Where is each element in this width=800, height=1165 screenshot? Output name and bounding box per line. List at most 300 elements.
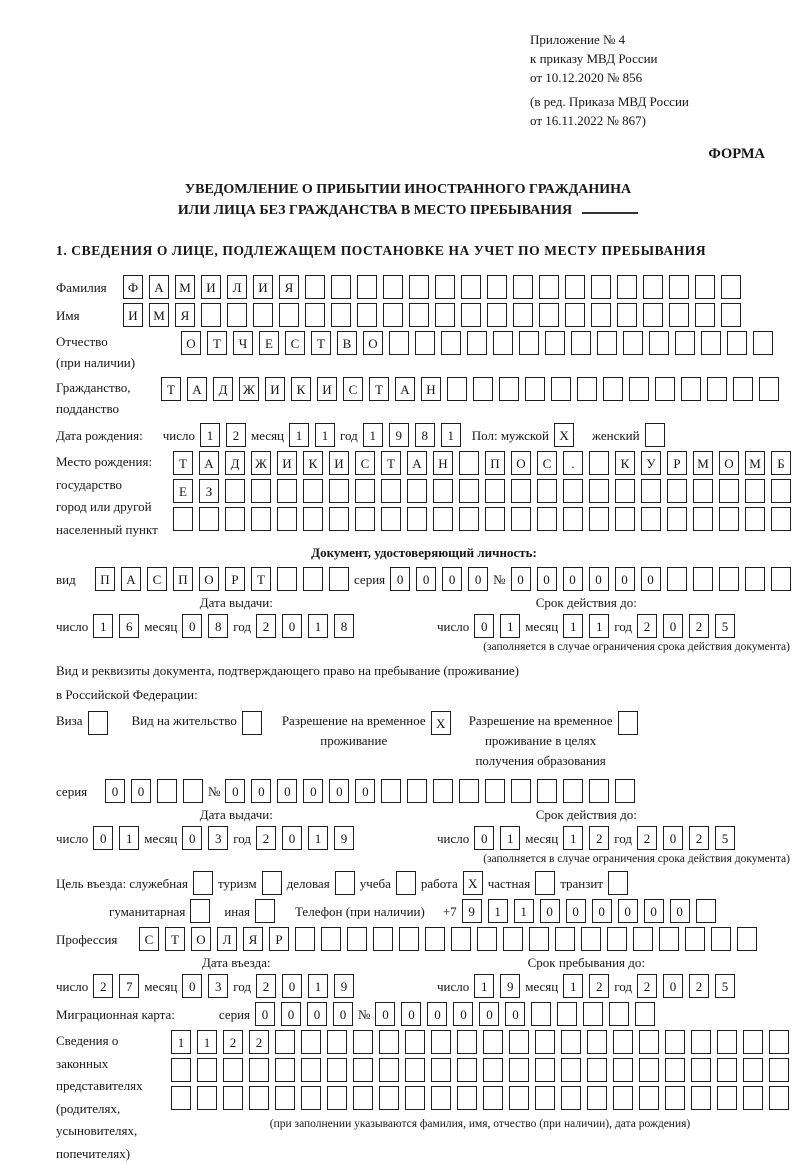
- representatives-line2-cell[interactable]: [639, 1058, 659, 1082]
- rvp-series-cell[interactable]: [157, 779, 177, 803]
- citizenship-cell[interactable]: А: [187, 377, 207, 401]
- surname-cell[interactable]: И: [253, 275, 273, 299]
- surname-cell[interactable]: Я: [279, 275, 299, 299]
- birth-place-line1-cell[interactable]: Б: [771, 451, 791, 475]
- patronymic-cell[interactable]: Е: [259, 331, 279, 355]
- entry-year-cell[interactable]: 0: [282, 974, 302, 998]
- representatives-line1-cell[interactable]: [457, 1030, 477, 1054]
- representatives-line2-cell[interactable]: [379, 1058, 399, 1082]
- citizenship-cell[interactable]: И: [265, 377, 285, 401]
- patronymic-cell[interactable]: [649, 331, 669, 355]
- rvp-issue-year-cell[interactable]: 0: [282, 826, 302, 850]
- patronymic-cell[interactable]: В: [337, 331, 357, 355]
- citizenship-cell[interactable]: К: [291, 377, 311, 401]
- representatives-line1-cell[interactable]: [743, 1030, 763, 1054]
- representatives-line1-cell[interactable]: [639, 1030, 659, 1054]
- representatives-line3-cell[interactable]: [535, 1086, 555, 1110]
- given-name-cell[interactable]: [721, 303, 741, 327]
- birth-place-line2-cell[interactable]: [771, 479, 791, 503]
- birth-place-line2-cell[interactable]: З: [199, 479, 219, 503]
- patronymic-cell[interactable]: О: [363, 331, 383, 355]
- phone-number-cell[interactable]: 1: [488, 899, 508, 923]
- representatives-line3-cell[interactable]: [249, 1086, 269, 1110]
- birth-place-line3-cell[interactable]: [615, 507, 635, 531]
- surname-cell[interactable]: [617, 275, 637, 299]
- birth-place-line1-cell[interactable]: С: [355, 451, 375, 475]
- birth-place-line3-cell[interactable]: [277, 507, 297, 531]
- profession-cell[interactable]: [633, 927, 653, 951]
- citizenship-cell[interactable]: Т: [161, 377, 181, 401]
- document-series-cell[interactable]: 0: [416, 567, 436, 591]
- surname-cell[interactable]: [409, 275, 429, 299]
- patronymic-cell[interactable]: [727, 331, 747, 355]
- representatives-line2-cell[interactable]: [717, 1058, 737, 1082]
- birth-place-line2-cell[interactable]: [719, 479, 739, 503]
- rvp-expiry-year-cell[interactable]: 0: [663, 826, 683, 850]
- birth-place-line3-cell[interactable]: [667, 507, 687, 531]
- document-number-cell[interactable]: [667, 567, 687, 591]
- representatives-line1-cell[interactable]: [483, 1030, 503, 1054]
- birth-month-cell[interactable]: 1: [289, 423, 309, 447]
- representatives-line2-cell[interactable]: [327, 1058, 347, 1082]
- surname-cell[interactable]: Ф: [123, 275, 143, 299]
- birth-place-line1-cell[interactable]: Ж: [251, 451, 271, 475]
- representatives-line2-cell[interactable]: [743, 1058, 763, 1082]
- rvp-issue-year-cell[interactable]: 2: [256, 826, 276, 850]
- birth-place-line2-cell[interactable]: [745, 479, 765, 503]
- rvp-number-cell[interactable]: 0: [355, 779, 375, 803]
- migration-card-number-cell[interactable]: [635, 1002, 655, 1026]
- given-name-cell[interactable]: И: [123, 303, 143, 327]
- rvp-number-cell[interactable]: [433, 779, 453, 803]
- citizenship-cell[interactable]: [551, 377, 571, 401]
- given-name-cell[interactable]: [617, 303, 637, 327]
- profession-cell[interactable]: [347, 927, 367, 951]
- birth-place-line1-cell[interactable]: .: [563, 451, 583, 475]
- birth-place-line3-cell[interactable]: [407, 507, 427, 531]
- rvp-number-cell[interactable]: [511, 779, 531, 803]
- temporary-residence-education-checkbox[interactable]: [618, 711, 638, 735]
- birth-place-line3-cell[interactable]: [563, 507, 583, 531]
- phone-number-cell[interactable]: 0: [644, 899, 664, 923]
- birth-place-line1-cell[interactable]: [459, 451, 479, 475]
- document-kind-cell[interactable]: Р: [225, 567, 245, 591]
- birth-place-line3-cell[interactable]: [173, 507, 193, 531]
- stay-until-month-cell[interactable]: 1: [563, 974, 583, 998]
- document-kind-cell[interactable]: П: [95, 567, 115, 591]
- birth-place-line3-cell[interactable]: [693, 507, 713, 531]
- birth-place-line2-cell[interactable]: [693, 479, 713, 503]
- entry-year-cell[interactable]: 1: [308, 974, 328, 998]
- representatives-line1-cell[interactable]: [613, 1030, 633, 1054]
- representatives-line3-cell[interactable]: [197, 1086, 217, 1110]
- surname-cell[interactable]: [305, 275, 325, 299]
- rvp-number-cell[interactable]: [615, 779, 635, 803]
- phone-number-cell[interactable]: 0: [670, 899, 690, 923]
- surname-cell[interactable]: [461, 275, 481, 299]
- birth-place-line1-cell[interactable]: А: [407, 451, 427, 475]
- entry-month-cell[interactable]: 0: [182, 974, 202, 998]
- birth-place-line1-cell[interactable]: А: [199, 451, 219, 475]
- stay-until-year-cell[interactable]: 0: [663, 974, 683, 998]
- birth-place-line3-cell[interactable]: [251, 507, 271, 531]
- given-name-cell[interactable]: [383, 303, 403, 327]
- birth-place-line1-cell[interactable]: Т: [381, 451, 401, 475]
- birth-place-line1-cell[interactable]: И: [277, 451, 297, 475]
- document-kind-cell[interactable]: [303, 567, 323, 591]
- migration-card-number-cell[interactable]: [531, 1002, 551, 1026]
- patronymic-cell[interactable]: [389, 331, 409, 355]
- rvp-number-cell[interactable]: 0: [251, 779, 271, 803]
- patronymic-cell[interactable]: [493, 331, 513, 355]
- representatives-line3-cell[interactable]: [483, 1086, 503, 1110]
- given-name-cell[interactable]: [227, 303, 247, 327]
- purpose-other-checkbox[interactable]: [255, 899, 275, 923]
- rvp-expiry-day-cell[interactable]: 0: [474, 826, 494, 850]
- migration-card-number-cell[interactable]: [609, 1002, 629, 1026]
- migration-card-series-cell[interactable]: 0: [281, 1002, 301, 1026]
- surname-cell[interactable]: [539, 275, 559, 299]
- doc-issue-month-cell[interactable]: 8: [208, 614, 228, 638]
- patronymic-cell[interactable]: О: [181, 331, 201, 355]
- given-name-cell[interactable]: [331, 303, 351, 327]
- rvp-number-cell[interactable]: 0: [277, 779, 297, 803]
- purpose-tourism-checkbox[interactable]: [262, 871, 282, 895]
- profession-cell[interactable]: С: [139, 927, 159, 951]
- phone-number-cell[interactable]: 1: [514, 899, 534, 923]
- representatives-line3-cell[interactable]: [457, 1086, 477, 1110]
- migration-card-number-cell[interactable]: [583, 1002, 603, 1026]
- surname-cell[interactable]: И: [201, 275, 221, 299]
- citizenship-cell[interactable]: Т: [369, 377, 389, 401]
- document-number-cell[interactable]: 0: [537, 567, 557, 591]
- entry-day-cell[interactable]: 7: [119, 974, 139, 998]
- document-number-cell[interactable]: [693, 567, 713, 591]
- citizenship-cell[interactable]: [707, 377, 727, 401]
- rvp-issue-month-cell[interactable]: 3: [208, 826, 228, 850]
- representatives-line2-cell[interactable]: [431, 1058, 451, 1082]
- birth-place-line2-cell[interactable]: [615, 479, 635, 503]
- surname-cell[interactable]: [331, 275, 351, 299]
- purpose-official-checkbox[interactable]: [193, 871, 213, 895]
- citizenship-cell[interactable]: [629, 377, 649, 401]
- patronymic-cell[interactable]: Т: [207, 331, 227, 355]
- doc-expiry-year-cell[interactable]: 5: [715, 614, 735, 638]
- surname-cell[interactable]: [695, 275, 715, 299]
- doc-issue-year-cell[interactable]: 2: [256, 614, 276, 638]
- birth-place-line3-cell[interactable]: [225, 507, 245, 531]
- profession-cell[interactable]: [451, 927, 471, 951]
- representatives-line3-cell[interactable]: [639, 1086, 659, 1110]
- stay-until-year-cell[interactable]: 2: [637, 974, 657, 998]
- birth-place-line1-cell[interactable]: У: [641, 451, 661, 475]
- representatives-line2-cell[interactable]: [769, 1058, 789, 1082]
- given-name-cell[interactable]: [513, 303, 533, 327]
- representatives-line1-cell[interactable]: 1: [171, 1030, 191, 1054]
- document-number-cell[interactable]: 0: [563, 567, 583, 591]
- patronymic-cell[interactable]: [597, 331, 617, 355]
- doc-issue-year-cell[interactable]: 0: [282, 614, 302, 638]
- representatives-line3-cell[interactable]: [223, 1086, 243, 1110]
- rvp-expiry-year-cell[interactable]: 2: [689, 826, 709, 850]
- representatives-line3-cell[interactable]: [717, 1086, 737, 1110]
- representatives-line1-cell[interactable]: [665, 1030, 685, 1054]
- citizenship-cell[interactable]: [603, 377, 623, 401]
- representatives-line1-cell[interactable]: [327, 1030, 347, 1054]
- surname-cell[interactable]: М: [175, 275, 195, 299]
- birth-place-line3-cell[interactable]: [589, 507, 609, 531]
- document-number-cell[interactable]: 0: [589, 567, 609, 591]
- phone-number-cell[interactable]: 0: [592, 899, 612, 923]
- profession-cell[interactable]: [659, 927, 679, 951]
- representatives-line1-cell[interactable]: [769, 1030, 789, 1054]
- representatives-line3-cell[interactable]: [561, 1086, 581, 1110]
- given-name-cell[interactable]: [695, 303, 715, 327]
- birth-place-line3-cell[interactable]: [381, 507, 401, 531]
- representatives-line3-cell[interactable]: [431, 1086, 451, 1110]
- representatives-line2-cell[interactable]: [613, 1058, 633, 1082]
- birth-place-line2-cell[interactable]: [381, 479, 401, 503]
- patronymic-cell[interactable]: [623, 331, 643, 355]
- rvp-number-cell[interactable]: [485, 779, 505, 803]
- surname-cell[interactable]: [357, 275, 377, 299]
- birth-place-line2-cell[interactable]: [225, 479, 245, 503]
- rvp-issue-month-cell[interactable]: 0: [182, 826, 202, 850]
- profession-cell[interactable]: [711, 927, 731, 951]
- rvp-issue-day-cell[interactable]: 1: [119, 826, 139, 850]
- given-name-cell[interactable]: [357, 303, 377, 327]
- citizenship-cell[interactable]: [759, 377, 779, 401]
- document-number-cell[interactable]: [771, 567, 791, 591]
- representatives-line3-cell[interactable]: [769, 1086, 789, 1110]
- representatives-line2-cell[interactable]: [223, 1058, 243, 1082]
- given-name-cell[interactable]: Я: [175, 303, 195, 327]
- migration-card-number-cell[interactable]: 0: [401, 1002, 421, 1026]
- patronymic-cell[interactable]: [701, 331, 721, 355]
- birth-place-line2-cell[interactable]: [511, 479, 531, 503]
- document-series-cell[interactable]: 0: [468, 567, 488, 591]
- surname-cell[interactable]: [383, 275, 403, 299]
- representatives-line3-cell[interactable]: [171, 1086, 191, 1110]
- doc-issue-month-cell[interactable]: 0: [182, 614, 202, 638]
- profession-cell[interactable]: Р: [269, 927, 289, 951]
- representatives-line1-cell[interactable]: [691, 1030, 711, 1054]
- rvp-issue-day-cell[interactable]: 0: [93, 826, 113, 850]
- given-name-cell[interactable]: [435, 303, 455, 327]
- doc-issue-year-cell[interactable]: 8: [334, 614, 354, 638]
- given-name-cell[interactable]: [305, 303, 325, 327]
- surname-cell[interactable]: А: [149, 275, 169, 299]
- representatives-line3-cell[interactable]: [353, 1086, 373, 1110]
- birth-month-cell[interactable]: 1: [315, 423, 335, 447]
- birth-place-line2-cell[interactable]: [407, 479, 427, 503]
- representatives-line1-cell[interactable]: [301, 1030, 321, 1054]
- profession-cell[interactable]: [529, 927, 549, 951]
- birth-place-line2-cell[interactable]: [563, 479, 583, 503]
- rvp-number-cell[interactable]: 0: [303, 779, 323, 803]
- rvp-number-cell[interactable]: [407, 779, 427, 803]
- representatives-line2-cell[interactable]: [171, 1058, 191, 1082]
- doc-expiry-month-cell[interactable]: 1: [589, 614, 609, 638]
- document-number-cell[interactable]: [745, 567, 765, 591]
- stay-until-day-cell[interactable]: 9: [500, 974, 520, 998]
- document-kind-cell[interactable]: О: [199, 567, 219, 591]
- profession-cell[interactable]: Л: [217, 927, 237, 951]
- doc-expiry-year-cell[interactable]: 0: [663, 614, 683, 638]
- surname-cell[interactable]: [513, 275, 533, 299]
- representatives-line2-cell[interactable]: [301, 1058, 321, 1082]
- purpose-humanitarian-checkbox[interactable]: [190, 899, 210, 923]
- rvp-expiry-month-cell[interactable]: 1: [563, 826, 583, 850]
- patronymic-cell[interactable]: [441, 331, 461, 355]
- profession-cell[interactable]: [399, 927, 419, 951]
- migration-card-number-cell[interactable]: 0: [479, 1002, 499, 1026]
- migration-card-series-cell[interactable]: 0: [307, 1002, 327, 1026]
- purpose-study-checkbox[interactable]: [396, 871, 416, 895]
- patronymic-cell[interactable]: Ч: [233, 331, 253, 355]
- purpose-private-checkbox[interactable]: [535, 871, 555, 895]
- phone-number-cell[interactable]: 0: [540, 899, 560, 923]
- rvp-series-cell[interactable]: 0: [131, 779, 151, 803]
- visa-checkbox[interactable]: [88, 711, 108, 735]
- citizenship-cell[interactable]: [525, 377, 545, 401]
- given-name-cell[interactable]: [487, 303, 507, 327]
- purpose-transit-checkbox[interactable]: [608, 871, 628, 895]
- birth-place-line2-cell[interactable]: [459, 479, 479, 503]
- citizenship-cell[interactable]: [499, 377, 519, 401]
- representatives-line2-cell[interactable]: [483, 1058, 503, 1082]
- rvp-expiry-year-cell[interactable]: 5: [715, 826, 735, 850]
- birth-place-line1-cell[interactable]: О: [719, 451, 739, 475]
- representatives-line3-cell[interactable]: [405, 1086, 425, 1110]
- surname-cell[interactable]: [643, 275, 663, 299]
- birth-place-line3-cell[interactable]: [329, 507, 349, 531]
- rvp-number-cell[interactable]: [459, 779, 479, 803]
- representatives-line1-cell[interactable]: 1: [197, 1030, 217, 1054]
- representatives-line2-cell[interactable]: [665, 1058, 685, 1082]
- doc-expiry-year-cell[interactable]: 2: [689, 614, 709, 638]
- representatives-line3-cell[interactable]: [691, 1086, 711, 1110]
- birth-place-line3-cell[interactable]: [485, 507, 505, 531]
- citizenship-cell[interactable]: Ж: [239, 377, 259, 401]
- given-name-cell[interactable]: [461, 303, 481, 327]
- representatives-line1-cell[interactable]: [509, 1030, 529, 1054]
- migration-card-number-cell[interactable]: 0: [505, 1002, 525, 1026]
- document-number-cell[interactable]: 0: [511, 567, 531, 591]
- birth-place-line1-cell[interactable]: Р: [667, 451, 687, 475]
- profession-cell[interactable]: [685, 927, 705, 951]
- phone-number-cell[interactable]: 0: [618, 899, 638, 923]
- representatives-line1-cell[interactable]: [431, 1030, 451, 1054]
- representatives-line3-cell[interactable]: [665, 1086, 685, 1110]
- birth-place-line2-cell[interactable]: [433, 479, 453, 503]
- birth-place-line2-cell[interactable]: [537, 479, 557, 503]
- representatives-line3-cell[interactable]: [613, 1086, 633, 1110]
- representatives-line2-cell[interactable]: [197, 1058, 217, 1082]
- rvp-number-cell[interactable]: [537, 779, 557, 803]
- profession-cell[interactable]: [477, 927, 497, 951]
- rvp-expiry-day-cell[interactable]: 1: [500, 826, 520, 850]
- representatives-line3-cell[interactable]: [743, 1086, 763, 1110]
- representatives-line2-cell[interactable]: [275, 1058, 295, 1082]
- surname-cell[interactable]: [591, 275, 611, 299]
- migration-card-series-cell[interactable]: 0: [255, 1002, 275, 1026]
- doc-issue-year-cell[interactable]: 1: [308, 614, 328, 638]
- birth-place-line3-cell[interactable]: [433, 507, 453, 531]
- document-kind-cell[interactable]: П: [173, 567, 193, 591]
- entry-year-cell[interactable]: 9: [334, 974, 354, 998]
- document-series-cell[interactable]: 0: [442, 567, 462, 591]
- birth-place-line2-cell[interactable]: [641, 479, 661, 503]
- entry-day-cell[interactable]: 2: [93, 974, 113, 998]
- phone-number-cell[interactable]: 0: [566, 899, 586, 923]
- profession-cell[interactable]: [581, 927, 601, 951]
- document-number-cell[interactable]: [719, 567, 739, 591]
- citizenship-cell[interactable]: [733, 377, 753, 401]
- representatives-line3-cell[interactable]: [379, 1086, 399, 1110]
- citizenship-cell[interactable]: [681, 377, 701, 401]
- profession-cell[interactable]: [607, 927, 627, 951]
- citizenship-cell[interactable]: [655, 377, 675, 401]
- representatives-line1-cell[interactable]: [275, 1030, 295, 1054]
- birth-place-line1-cell[interactable]: Н: [433, 451, 453, 475]
- doc-issue-day-cell[interactable]: 6: [119, 614, 139, 638]
- birth-place-line1-cell[interactable]: К: [303, 451, 323, 475]
- birth-place-line2-cell[interactable]: [303, 479, 323, 503]
- birth-place-line3-cell[interactable]: [303, 507, 323, 531]
- representatives-line2-cell[interactable]: [457, 1058, 477, 1082]
- doc-expiry-month-cell[interactable]: 1: [563, 614, 583, 638]
- birth-day-cell[interactable]: 2: [226, 423, 246, 447]
- birth-place-line1-cell[interactable]: О: [511, 451, 531, 475]
- profession-cell[interactable]: [321, 927, 341, 951]
- profession-cell[interactable]: [425, 927, 445, 951]
- birth-place-line3-cell[interactable]: [511, 507, 531, 531]
- phone-number-cell[interactable]: [696, 899, 716, 923]
- given-name-cell[interactable]: М: [149, 303, 169, 327]
- birth-year-cell[interactable]: 1: [441, 423, 461, 447]
- representatives-line1-cell[interactable]: [353, 1030, 373, 1054]
- birth-year-cell[interactable]: 1: [363, 423, 383, 447]
- surname-cell[interactable]: [669, 275, 689, 299]
- profession-cell[interactable]: [737, 927, 757, 951]
- birth-place-line2-cell[interactable]: [355, 479, 375, 503]
- patronymic-cell[interactable]: [571, 331, 591, 355]
- rvp-series-cell[interactable]: [183, 779, 203, 803]
- birth-place-line1-cell[interactable]: С: [537, 451, 557, 475]
- entry-month-cell[interactable]: 3: [208, 974, 228, 998]
- birth-place-line3-cell[interactable]: [199, 507, 219, 531]
- birth-place-line1-cell[interactable]: М: [745, 451, 765, 475]
- document-kind-cell[interactable]: [277, 567, 297, 591]
- representatives-line3-cell[interactable]: [587, 1086, 607, 1110]
- migration-card-number-cell[interactable]: 0: [375, 1002, 395, 1026]
- rvp-number-cell[interactable]: [563, 779, 583, 803]
- sex-female-checkbox[interactable]: [645, 423, 665, 447]
- surname-cell[interactable]: Л: [227, 275, 247, 299]
- citizenship-cell[interactable]: А: [395, 377, 415, 401]
- birth-place-line1-cell[interactable]: И: [329, 451, 349, 475]
- surname-cell[interactable]: [565, 275, 585, 299]
- representatives-line1-cell[interactable]: 2: [249, 1030, 269, 1054]
- patronymic-cell[interactable]: Т: [311, 331, 331, 355]
- rvp-issue-year-cell[interactable]: 9: [334, 826, 354, 850]
- document-number-cell[interactable]: 0: [641, 567, 661, 591]
- temporary-residence-checkbox[interactable]: X: [431, 711, 451, 735]
- surname-cell[interactable]: [487, 275, 507, 299]
- representatives-line1-cell[interactable]: [535, 1030, 555, 1054]
- birth-place-line2-cell[interactable]: [589, 479, 609, 503]
